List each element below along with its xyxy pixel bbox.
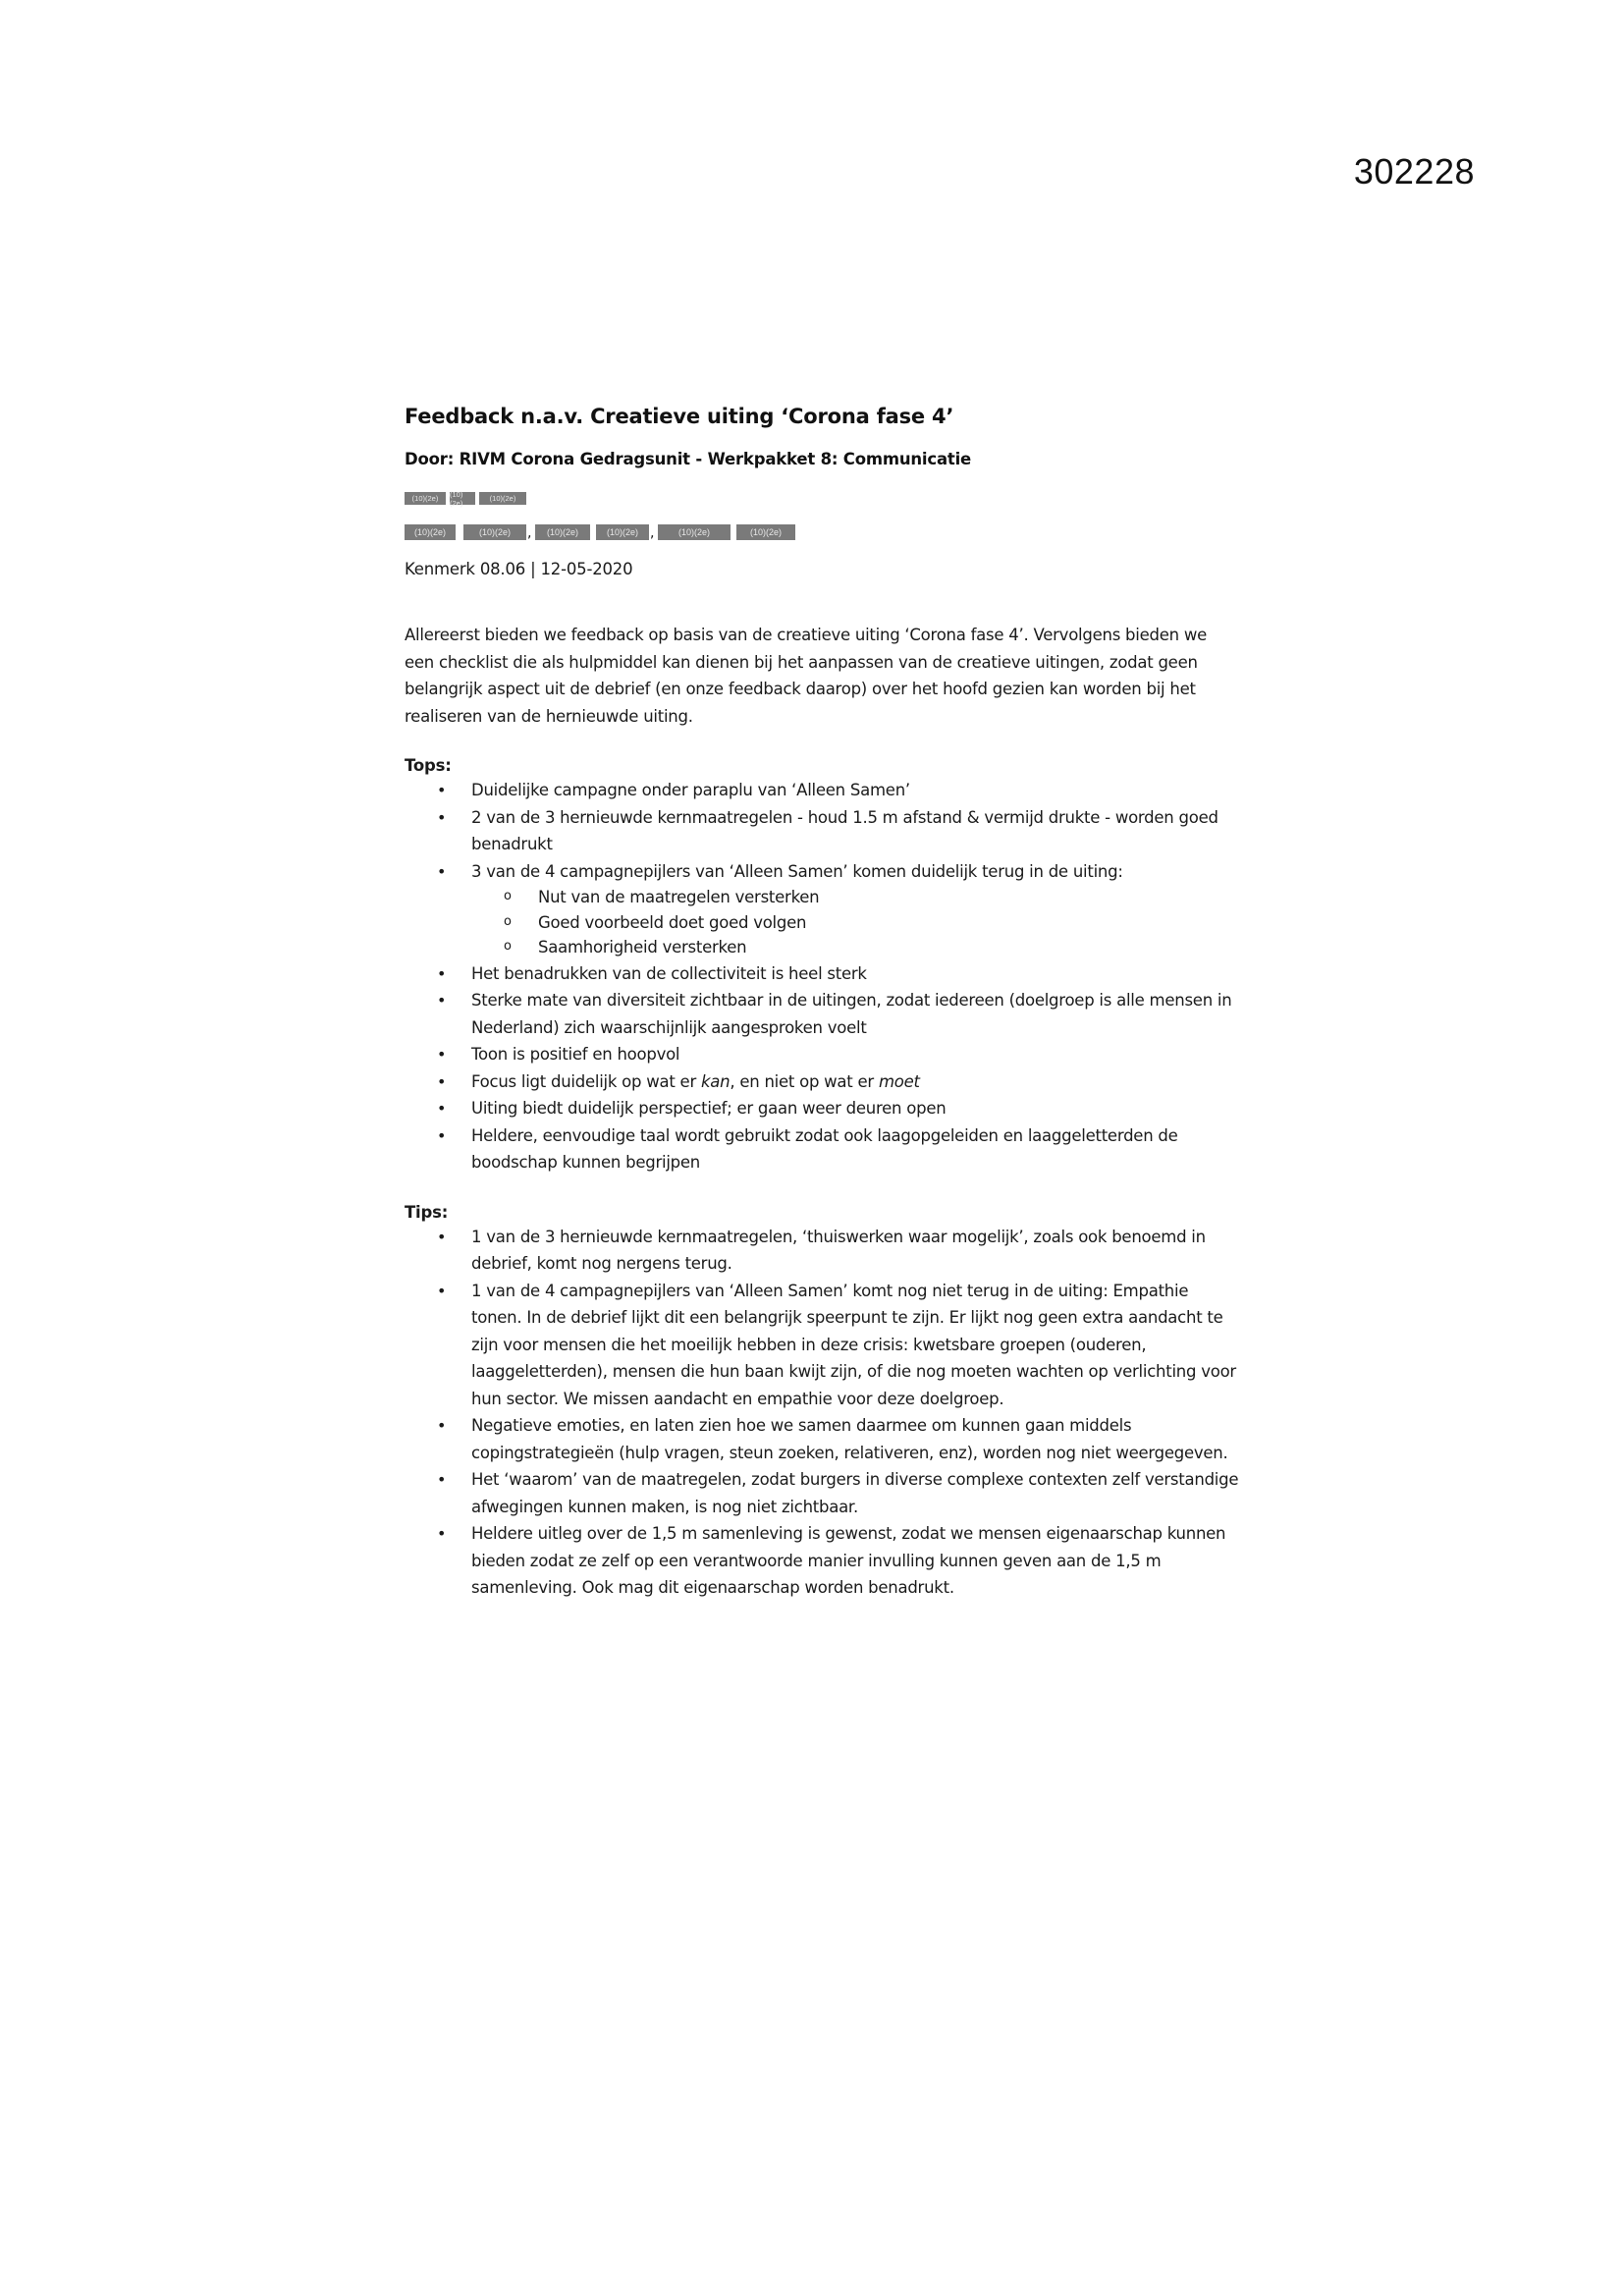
document-number: 302228 [1353, 151, 1475, 191]
list-item-text: Toon is positief en hoopvol [471, 1045, 680, 1064]
tips-list [405, 1224, 1239, 1602]
list-item-text: Heldere, eenvoudige taal wordt gebruikt zodat ook laagopgeleiden en laaggeletterden de boodschap kunnen begrijpen [471, 1125, 1178, 1172]
sub-list-item: o Nut van de maatregelen versterken [471, 885, 1239, 910]
list-item [405, 1278, 1239, 1413]
list-item-text: Duidelijke campagne onder paraplu van ‘Alleen Samen’ [471, 781, 910, 799]
redaction-row-2 [405, 524, 1239, 540]
list-item-text: 1 van de 3 hernieuwde kernmaatregelen, ‘thuiswerken waar mogelijk’, zoals ook benoemd in debrief, komt nog nergens terug. [471, 1227, 1206, 1273]
list-item-text: Heldere uitleg over de 1,5 m samenleving is gewenst, zodat we mensen eigenaarschap kunnen bieden zodat ze zelf op een verantwoorde manier invulling kunnen geven aan de 1,5 m samenleving. Ook mag dit eigenaarschap worden benadrukt. [471, 1524, 1226, 1597]
list-item-text: 1 van de 4 campagnepijlers van ‘Alleen Samen’ komt nog niet terug in de uiting: Empathie tonen. In de debrief lijkt dit een belangrijk speerpunt te zijn. Er lijkt nog geen extra aandacht te zijn voor mensen die het moeilijk hebben in deze crisis: kwetsbare groepen (ouderen, laaggeletterden), mensen die hun baan kwijt zijn, of die nog moeten wachten op verlichting voor hun sector. We missen aandacht en empathie voor deze doelgroep. [471, 1281, 1236, 1408]
redaction-box: (10)(2e) [596, 524, 649, 540]
list-item-text: Het ‘waarom’ van de maatregelen, zodat burgers in diverse complexe contexten zelf verstandige afwegingen kunnen maken, is nog niet zichtbaar. [471, 1470, 1239, 1516]
list-item-text: Het benadrukken van de collectiviteit is heel sterk [471, 963, 867, 983]
redaction-row-1 [405, 489, 1239, 508]
redaction-box: (10)(2e) [535, 524, 590, 540]
list-item [405, 858, 1239, 960]
list-item-text: Negatieve emoties, en laten zien hoe we samen daarmee om kunnen gaan middels copingstrategieën (hulp vragen, steun zoeken, relativeren, enz), worden nog niet weergegeven. [471, 1416, 1228, 1462]
redaction-box: (10)(2e) [463, 524, 526, 540]
sub-list-item: o Saamhorigheid versterken [471, 935, 1239, 960]
list-item-text: Sterke mate van diversiteit zichtbaar in de uitingen, zodat iedereen (doelgroep is alle mensen in Nederland) zich waarschijnlijk aangesproken voelt [471, 991, 1232, 1037]
author-line: Door: RIVM Corona Gedragsunit - Werkpakket 8: Communicatie [405, 450, 972, 468]
list-item [405, 987, 1239, 1041]
tips-heading: Tips: [405, 1202, 449, 1222]
document-body [405, 405, 1239, 1602]
list-item [405, 1466, 1239, 1520]
redaction-box: (10)(2e) [658, 524, 731, 540]
intro-paragraph: Allereerst bieden we feedback op basis van de creatieve uiting ‘Corona fase 4’. Vervolgens bieden we een checklist die als hulpmiddel kan dienen bij het aanpassen van de creatieve uitingen, zodat geen belangrijk aspect uit de debrief (en onze feedback daarop) over het hoofd gezien kan worden bij het realiseren van de hernieuwde uiting. [405, 626, 1207, 726]
redaction-box: (10)(2e) [405, 492, 446, 505]
redaction-box: (10)(2e) [479, 492, 526, 505]
list-item-text: Uiting biedt duidelijk perspectief; er gaan weer deuren open [471, 1099, 947, 1118]
tops-list [405, 777, 1239, 1176]
pillars-sublist [471, 885, 1239, 960]
list-item-text: , en niet op wat er [730, 1071, 879, 1091]
sub-list-item: o Goed voorbeeld doet goed volgen [471, 910, 1239, 936]
tops-heading: Tops: [405, 756, 452, 775]
emphasis-text: moet [878, 1071, 920, 1091]
list-item [405, 1122, 1239, 1176]
list-item [405, 804, 1239, 858]
separator-comma: , [650, 525, 655, 541]
redaction-box: (10)(2e) [405, 524, 456, 540]
list-item [405, 1068, 1239, 1096]
list-item-text: Focus ligt duidelijk op wat er [471, 1071, 701, 1091]
list-item [405, 1224, 1239, 1278]
list-item-text: 2 van de 3 hernieuwde kernmaatregelen - houd 1.5 m afstand & vermijd drukte - worden goed benadrukt [471, 807, 1218, 853]
redaction-box: (10)(2e) [736, 524, 795, 540]
redaction-box: (10)(2e) [450, 492, 475, 505]
list-item [405, 1520, 1239, 1602]
emphasis-text: kan [700, 1071, 731, 1091]
list-item [405, 960, 1239, 988]
reference-date: Kenmerk 08.06 | 12-05-2020 [405, 560, 633, 578]
separator-comma: , [527, 525, 532, 541]
list-item [405, 1041, 1239, 1068]
document-title: Feedback n.a.v. Creatieve uiting ‘Corona fase 4’ [405, 405, 954, 428]
list-item [405, 1095, 1239, 1122]
list-item-text: 3 van de 4 campagnepijlers van ‘Alleen Samen’ komen duidelijk terug in de uiting: [471, 861, 1123, 881]
list-item [405, 1412, 1239, 1466]
list-item [405, 777, 1239, 804]
